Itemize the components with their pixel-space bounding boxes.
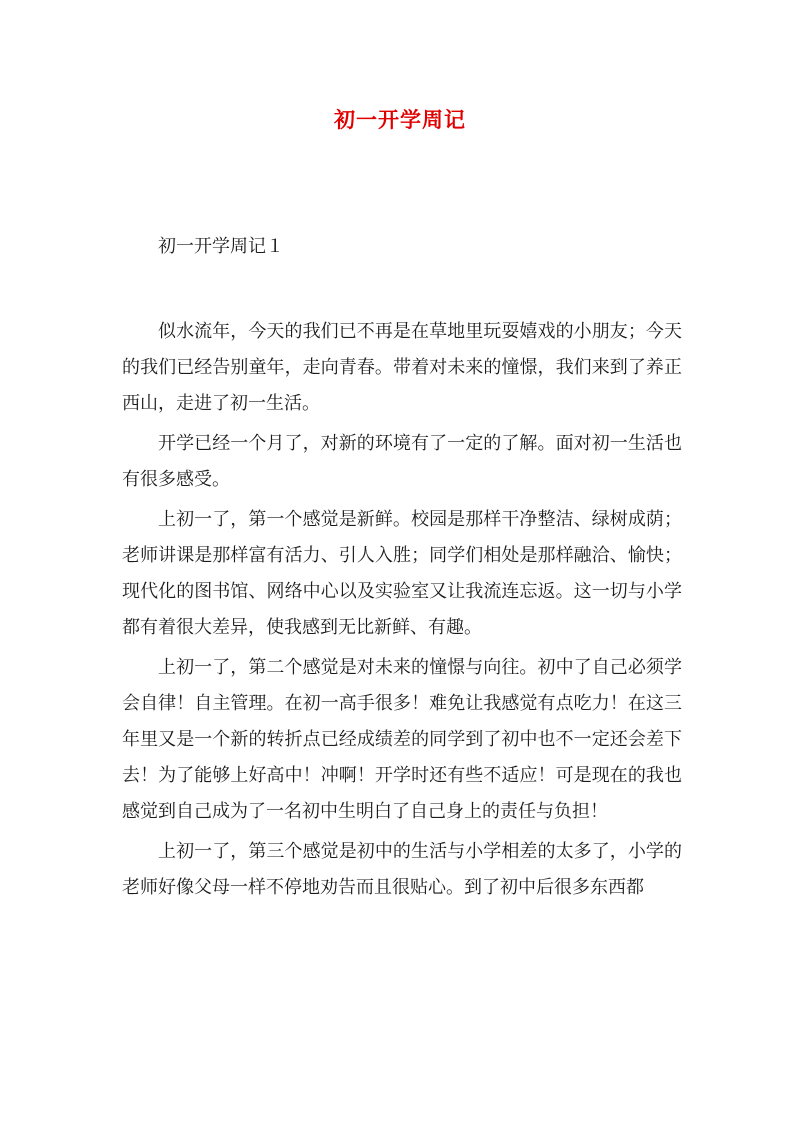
paragraph: 开学已经一个月了，对新的环境有了一定的了解。面对初一生活也有很多感受。 (122, 433, 682, 490)
paragraph: 上初一了，第二个感觉是对未来的憧憬与向往。初中了自己必须学会自律！自主管理。在初一高手很多！难免让我感觉有点吃力！在这三年里又是一个新的转折点已经成绩差的同学到了初中也不一定还会差下去！为了能够上好高中！冲啊！开学时还有些不适应！可是现在的我也感觉到自己成为了一名初中生明白了自己身上的责任与负担！ (122, 657, 682, 822)
document-title: 初一开学周记 (334, 107, 466, 132)
section-heading: 初一开学周记１ (158, 236, 284, 257)
paragraph: 上初一了，第三个感觉是初中的生活与小学相差的太多了，小学的老师好像父母一样不停地劝告而且很贴心。到了初中后很多东西都 (122, 841, 682, 898)
document-body (122, 314, 682, 910)
paragraph: 似水流年，今天的我们已不再是在草地里玩耍嬉戏的小朋友；今天的我们已经告别童年，走向青春。带着对未来的憧憬，我们来到了养正西山，走进了初一生活。 (122, 321, 682, 414)
paragraph: 上初一了，第一个感觉是新鲜。校园是那样干净整洁、绿树成荫；老师讲课是那样富有活力、引人入胜；同学们相处是那样融洽、愉快；现代化的图书馆、网络中心以及实验室又让我流连忘返。这一切与小学都有着很大差异，使我感到无比新鲜、有趣。 (122, 509, 682, 638)
